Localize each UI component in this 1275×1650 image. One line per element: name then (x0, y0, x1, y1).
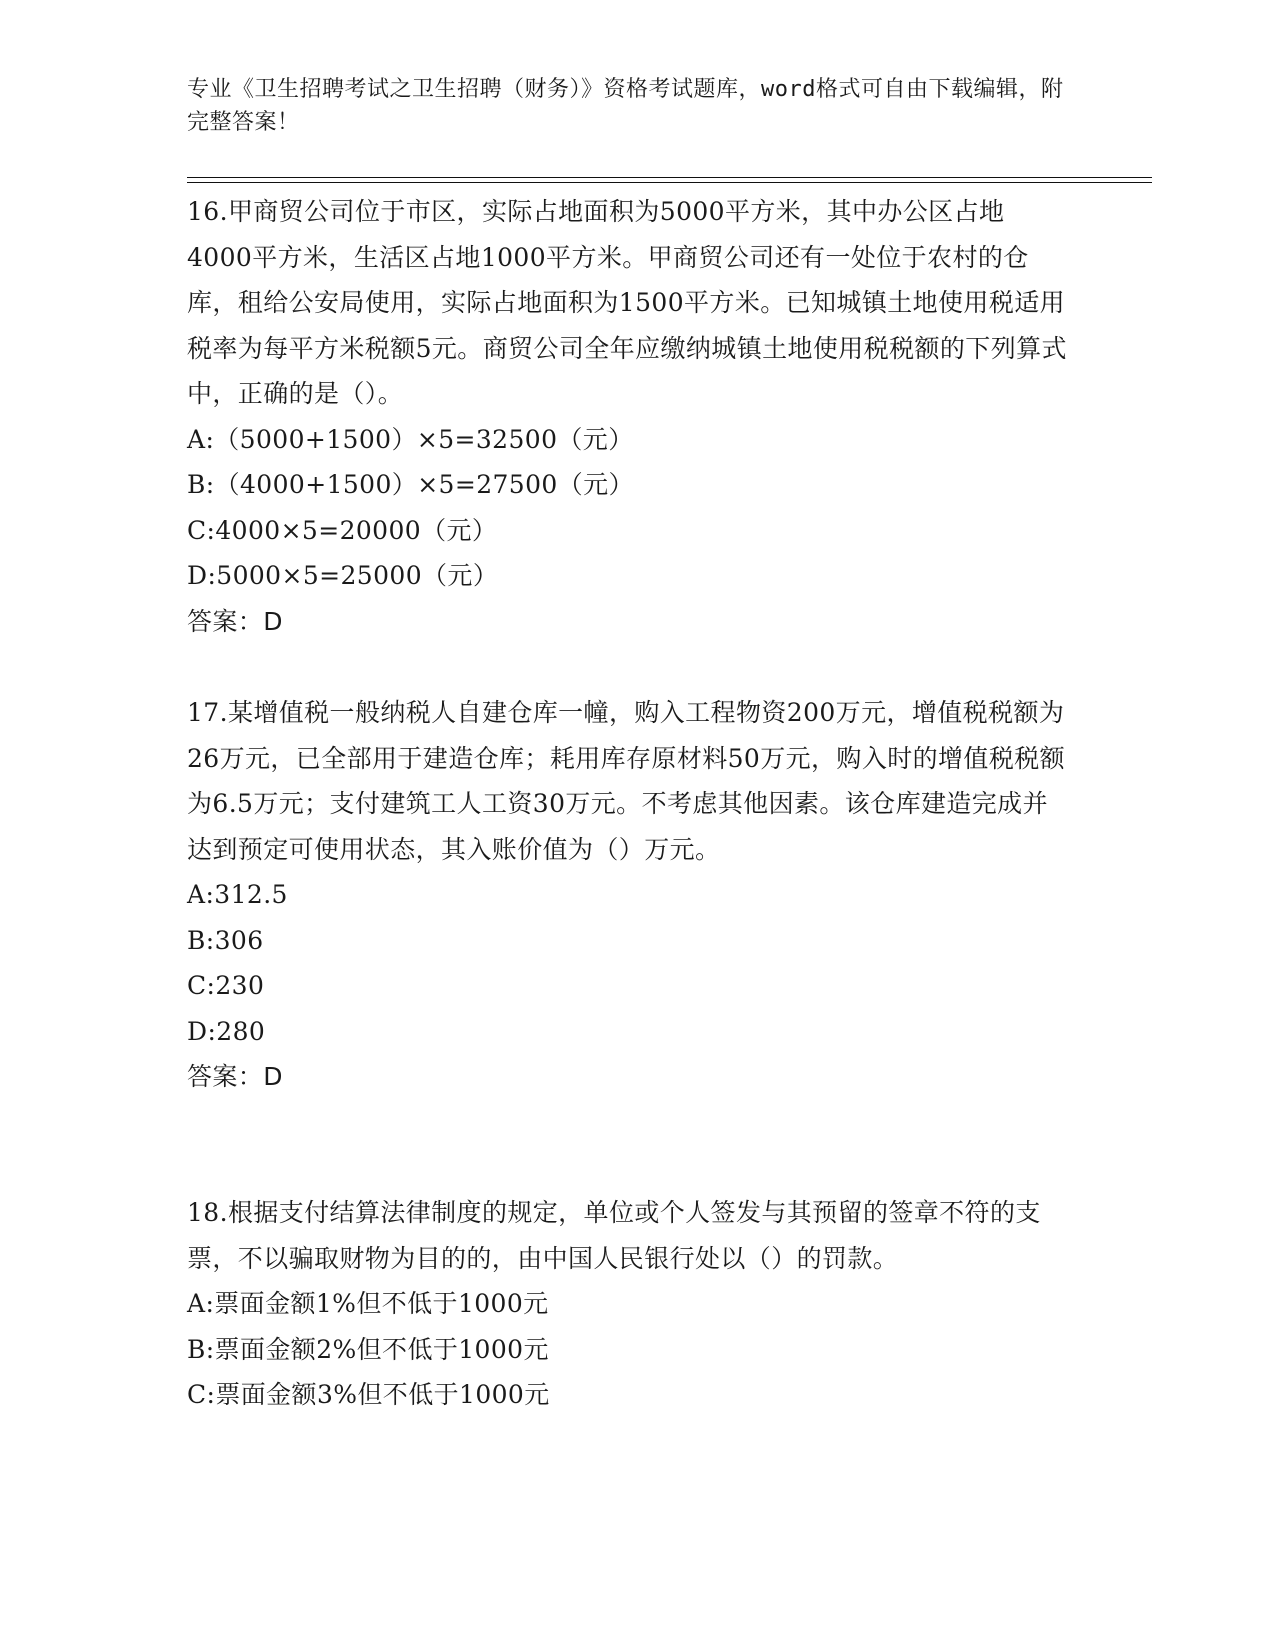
option-b: B:306 (187, 925, 264, 955)
header-divider-top (187, 177, 1152, 178)
question-18 (187, 1190, 1067, 1418)
option-c: C:230 (187, 971, 265, 1000)
option-b: B:（4000+1500）×5=27500（元） (187, 470, 634, 499)
answer-line: 答案：D (187, 606, 283, 636)
question-stem: 17.某增值税一般纳税人自建仓库一幢，购入工程物资200万元，增值税税额为26万元，已全部用于建造仓库；耗用库存原材料50万元，购入时的增值税税额为6.5万元；支付建筑工人工资30万元。不考虑其他因素。该仓库建造完成并达到预定可使用状态，其入账价值为（）万元。 (187, 698, 1066, 864)
option-a: A:票面金额1%但不低于1000元 (187, 1289, 549, 1318)
option-c: C:票面金额3%但不低于1000元 (187, 1380, 550, 1409)
answer-line: 答案：D (187, 1062, 283, 1091)
option-a: A:（5000+1500）×5=32500（元） (187, 424, 634, 454)
question-stem: 18.根据支付结算法律制度的规定，单位或个人签发与其预留的签章不符的支票，不以骗取财物为目的的，由中国人民银行处以（）的罚款。 (187, 1198, 1041, 1273)
question-16 (187, 189, 1067, 644)
option-d: D:5000×5=25000（元） (187, 561, 499, 590)
option-a: A:312.5 (187, 880, 288, 909)
header-divider-bottom (187, 182, 1152, 183)
document-header: 专业《卫生招聘考试之卫生招聘（财务）》资格考试题库，word格式可自由下载编辑，附完整答案！ (187, 77, 1064, 135)
question-stem: 16.甲商贸公司位于市区，实际占地面积为5000平方米，其中办公区占地4000平方米，生活区占地1000平方米。甲商贸公司还有一处位于农村的仓库，租给公安局使用，实际占地面积为1500平方米。已知城镇土地使用税适用税率为每平方米税额5元。商贸公司全年应缴纳城镇土地使用税税额的下列算式中，正确的是（）。 (187, 197, 1067, 408)
question-17 (187, 690, 1067, 1100)
option-b: B:票面金额2%但不低于1000元 (187, 1334, 549, 1364)
option-d: D:280 (187, 1016, 266, 1046)
option-c: C:4000×5=20000（元） (187, 515, 498, 545)
